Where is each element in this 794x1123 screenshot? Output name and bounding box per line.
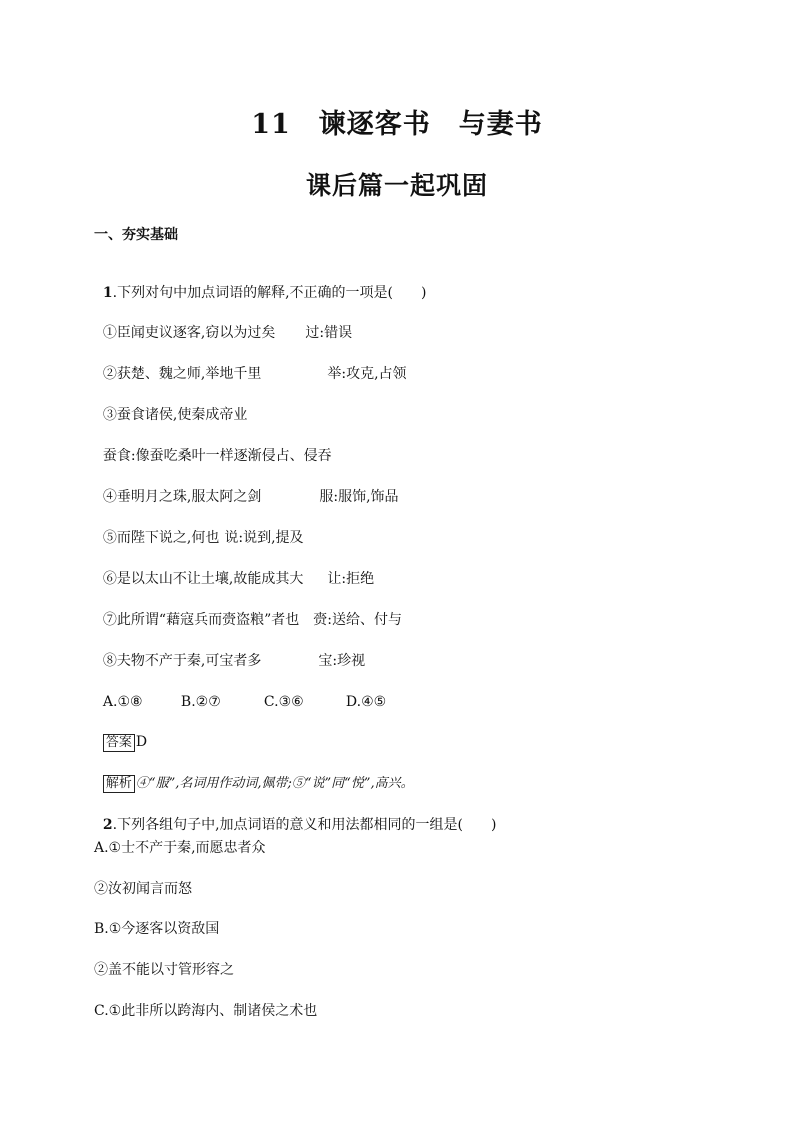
option-d: D.④⑤ xyxy=(345,694,387,710)
item-sentence: ⑦此所谓“藉寇兵而赍盗粮”者也 xyxy=(102,612,300,628)
item-gloss: 宝:珍视 xyxy=(318,653,366,669)
q1-item-3 xyxy=(94,388,247,424)
q1-item-7 xyxy=(94,593,402,629)
question-number: 2 xyxy=(102,817,113,833)
item-sentence: 蚕食:像蚕吃桑叶一样逐渐侵占、侵吞 xyxy=(102,448,332,464)
option-a: A.①⑧ xyxy=(102,694,143,710)
question-1-stem xyxy=(94,266,426,302)
q1-item-6 xyxy=(94,552,374,588)
item-sentence: ⑤而陛下说之,何也 xyxy=(102,530,220,546)
analysis-label: 解析 xyxy=(103,775,135,793)
q1-answer xyxy=(94,715,147,752)
answer-label: 答案 xyxy=(103,734,135,752)
q1-item-8 xyxy=(94,634,365,670)
option-b: B.②⑦ xyxy=(180,694,221,710)
answer-value: D xyxy=(135,734,148,750)
item-sentence: ①臣闻吏议逐客,窃以为过矣 xyxy=(102,325,276,341)
item-gloss: 服:服饰,饰品 xyxy=(319,489,399,505)
page-title: 11 谏逐客书 与妻书 xyxy=(251,109,543,140)
q1-analysis xyxy=(94,756,414,793)
item-sentence: ⑥是以太山不让土壤,故能成其大 xyxy=(102,571,304,587)
q1-item-5 xyxy=(94,511,304,547)
question-2-stem xyxy=(94,798,496,834)
q1-options xyxy=(94,675,386,711)
item-gloss: 说:说到,提及 xyxy=(224,530,304,546)
item-gloss: 举:攻克,占领 xyxy=(327,366,407,382)
q1-item-3-gloss xyxy=(94,429,332,465)
q2-line-3: B.①今逐客以资敌国 xyxy=(94,921,220,937)
item-gloss: 让:拒绝 xyxy=(327,571,375,587)
item-gloss: 赍:送给、付与 xyxy=(313,612,402,628)
item-sentence: ④垂明月之珠,服太阿之剑 xyxy=(102,489,262,505)
item-gloss: 过:错误 xyxy=(305,325,353,341)
q2-line-5: C.①此非所以跨海内、制诸侯之术也 xyxy=(94,1003,318,1019)
q2-line-2: ②汝初闻言而怒 xyxy=(94,881,192,897)
item-sentence: ③蚕食诸侯,使秦成帝业 xyxy=(102,407,248,423)
q1-item-1 xyxy=(94,306,352,342)
q2-line-1: A.①士不产于秦,而愿忠者众 xyxy=(94,840,266,856)
page-subtitle: 课后篇一起巩固 xyxy=(305,171,488,200)
question-number: 1 xyxy=(102,285,113,301)
analysis-text: ④“服”,名词用作动词,佩带;⑤“说”同“悦”,高兴。 xyxy=(135,776,414,791)
option-c: C.③⑥ xyxy=(263,694,304,710)
question-stem-text: .下列对句中加点词语的解释,不正确的一项是( ) xyxy=(112,285,427,301)
section-heading: 一、夯实基础 xyxy=(94,227,178,243)
q1-item-4 xyxy=(94,470,399,506)
question-stem-text: .下列各组句子中,加点词语的意义和用法都相同的一组是( ) xyxy=(112,817,497,833)
q2-line-4: ②盖不能以寸管形容之 xyxy=(94,962,234,978)
item-sentence: ⑧夫物不产于秦,可宝者多 xyxy=(102,653,262,669)
q1-item-2 xyxy=(94,347,407,383)
item-sentence: ②获楚、魏之师,举地千里 xyxy=(102,366,262,382)
